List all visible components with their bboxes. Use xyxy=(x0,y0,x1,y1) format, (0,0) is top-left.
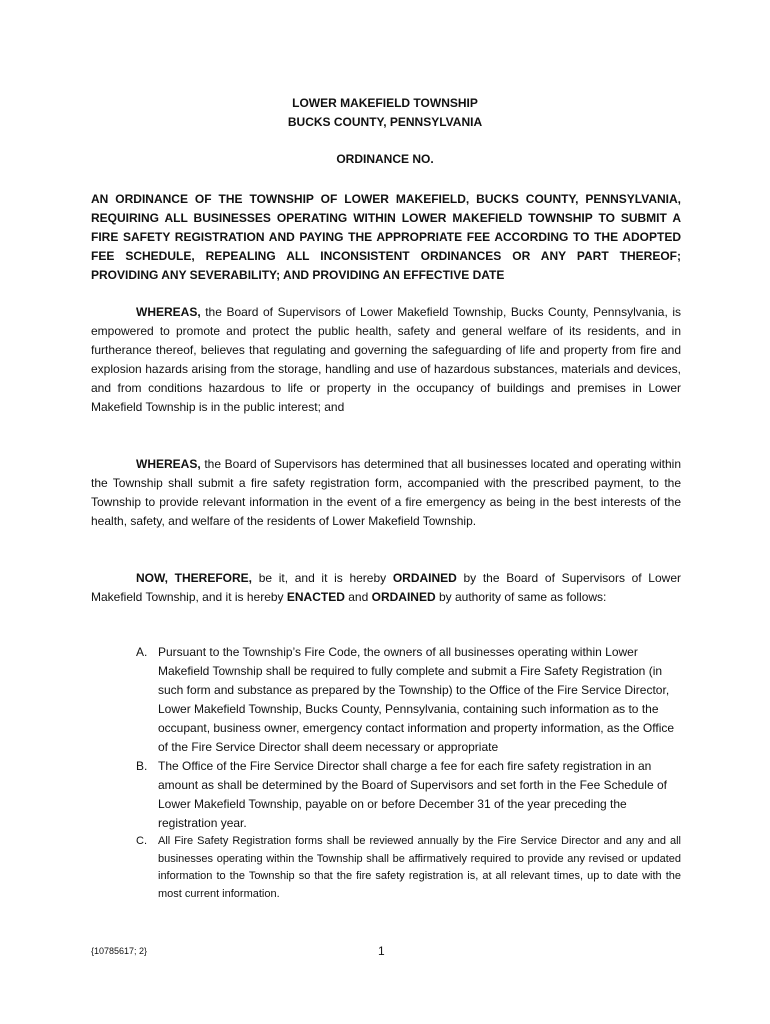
list-item xyxy=(136,757,681,833)
whereas-paragraph-1 xyxy=(91,303,681,417)
list-item-text: Pursuant to the Township’s Fire Code, the owners of all businesses operating within Lower Makefield Township shall be required to fully complete and submit a Fire Safety Registration (in such form and substance as prepared by the Township) to the Office of the Fire Service Director, Lower Makefield Township, Bucks County, Pennsylvania, containing such information as to the occupant, business owner, emergency contact information and property information, as the Office of the Fire Service Director shall deem necessary or appropriate xyxy=(158,645,675,754)
ordinance-title: AN ORDINANCE OF THE TOWNSHIP OF LOWER MAKEFIELD, BUCKS COUNTY, PENNSYLVANIA, REQUIRING ALL BUSINESSES OPERATING WITHIN LOWER MAKEFIELD TOWNSHIP TO SUBMIT A FIRE SAFETY REGISTRATION AND PAYING THE APPROPRIATE FEE ACCORDING TO THE ADOPTED FEE SCHEDULE, REPEALING ALL INCONSISTENT ORDINANCES OR ANY PART THEREOF; PROVIDING ANY SEVERABILITY; AND PROVIDING AN EFFECTIVE DATE xyxy=(91,192,681,282)
list-item-text: All Fire Safety Registration forms shall be reviewed annually by the Fire Service Director and any and all businesses operating within the Township shall be affirmatively required to provide any revised or updated information to the Township so that the fire safety registration is, at all relevant times, up to date with the most current information. xyxy=(158,835,681,900)
now-therefore-lead: NOW, THEREFORE, xyxy=(136,571,253,585)
document-id: {10785617; 2} xyxy=(91,946,148,956)
page-number: 1 xyxy=(378,944,385,958)
header-county: BUCKS COUNTY, PENNSYLVANIA xyxy=(287,115,483,129)
ordained-term-2: ORDAINED xyxy=(371,590,436,604)
whereas-text-1: the Board of Supervisors of Lower Makefield Township, Bucks County, Pennsylvania, is empowered to promote and protect the public health, safety and general welfare of its residents, and in furtherance thereof, believes that regulating and governing the safeguarding of life and property from fire and explosion hazards arising from the storage, handling and use of hazardous substances, materials and devices, and from conditions hazardous to life or property in the occupancy of buildings and premises in Lower Makefield Township is in the public interest; and xyxy=(91,305,681,414)
now-therefore-text-3: and xyxy=(344,590,372,604)
whereas-lead-1: WHEREAS, xyxy=(136,305,201,319)
whereas-paragraph-2 xyxy=(91,455,681,531)
now-therefore-text-1: be it, and it is hereby xyxy=(252,571,393,585)
list-marker: C. xyxy=(136,835,147,847)
enacted-term: ENACTED xyxy=(286,590,345,604)
whereas-lead-2: WHEREAS, xyxy=(136,457,201,471)
provisions-list xyxy=(136,643,681,903)
list-item xyxy=(136,833,681,903)
now-therefore-paragraph xyxy=(91,569,681,607)
now-therefore-text-4: by authority of same as follows: xyxy=(435,590,607,604)
ordained-term-1: ORDAINED xyxy=(392,571,457,585)
whereas-text-2: the Board of Supervisors has determined that all businesses located and operating within the Township shall submit a fire safety registration form, accompanied with the prescribed payment, to the Township to provide relevant information in the event of a fire emergency as being in the best interests of the health, safety, and welfare of the residents of Lower Makefield Township. xyxy=(91,457,681,528)
list-item-text: The Office of the Fire Service Director shall charge a fee for each fire safety registration in an amount as shall be determined by the Board of Supervisors and set forth in the Fee Schedule of Lower Makefield Township, payable on or before December 31 of the year preceding the registration year. xyxy=(158,759,667,830)
ordinance-number: ORDINANCE NO. xyxy=(336,152,434,166)
list-marker: B. xyxy=(136,759,148,773)
header-township: LOWER MAKEFIELD TOWNSHIP xyxy=(292,96,478,110)
list-marker: A. xyxy=(136,645,148,659)
now-therefore-text-2: by the Board of Supervisors of Lower Makefield Township, and it is hereby xyxy=(91,571,681,604)
list-item xyxy=(136,643,681,757)
